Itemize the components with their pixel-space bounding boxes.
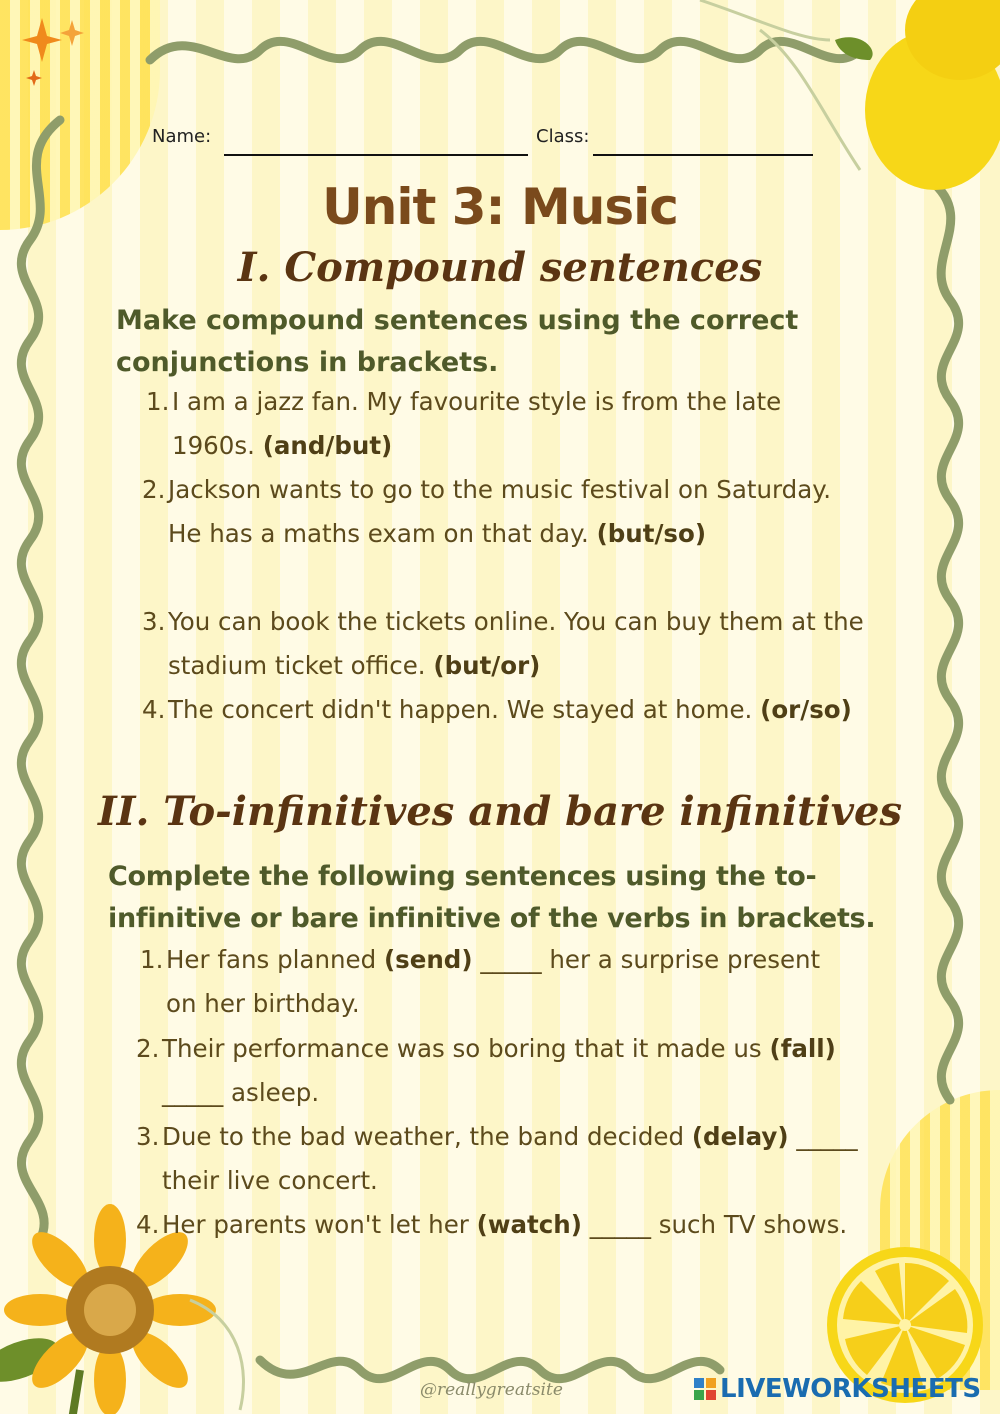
item-text: _____ her a surprise present on her birthday. <box>166 945 821 1018</box>
item-text: I am a jazz fan. My favourite style is from the late 1960s. <box>172 387 782 460</box>
item-number: 2. <box>136 1034 160 1063</box>
item-text: _____ asleep. <box>162 1078 320 1107</box>
item-text: Their performance was so boring that it made us <box>162 1034 762 1063</box>
list-item <box>146 380 866 468</box>
liveworksheets-logo[interactable] <box>694 1374 981 1404</box>
item-number: 1. <box>140 945 164 974</box>
item-number: 3. <box>142 607 166 636</box>
item-text: Due to the bad weather, the band decided <box>162 1122 685 1151</box>
item-text: _____ their live concert. <box>162 1122 858 1195</box>
item-verb: (send) <box>383 945 473 974</box>
item-text: The concert didn't happen. We stayed at home. <box>168 695 753 724</box>
section1-heading: I. Compound sentences <box>237 244 763 291</box>
loop-border-bottom <box>260 1360 720 1379</box>
list-item <box>136 1115 896 1203</box>
item-number: 4. <box>136 1210 160 1239</box>
list-item <box>140 938 840 1026</box>
name-label: Name: <box>152 126 212 147</box>
list-item <box>136 1203 856 1247</box>
class-label: Class: <box>536 126 590 147</box>
sparkle-icon <box>22 18 84 86</box>
item-hint: (and/but) <box>262 431 393 460</box>
item-text: Her fans planned <box>166 945 377 974</box>
item-text: You can book the tickets online. You can buy them at the stadium ticket office. <box>168 607 864 680</box>
item-number: 2. <box>142 475 166 504</box>
page-title: Unit 3: Music <box>322 178 678 236</box>
name-field-line[interactable] <box>224 154 528 156</box>
item-number: 4. <box>142 695 166 724</box>
item-verb: (watch) <box>476 1210 582 1239</box>
credit-text: @reallygreatsite <box>420 1380 563 1400</box>
item-number: 3. <box>136 1122 160 1151</box>
item-text: Jackson wants to go to the music festival on Saturday. He has a maths exam on that day. <box>168 475 832 548</box>
list-item <box>142 688 862 732</box>
brand-label: LIVEWORKSHEETS <box>720 1374 981 1404</box>
item-verb: (fall) <box>769 1034 836 1063</box>
item-hint: (but/or) <box>433 651 541 680</box>
item-hint: (but/so) <box>596 519 707 548</box>
item-text: _____ such TV shows. <box>589 1210 848 1239</box>
item-verb: (delay) <box>691 1122 789 1151</box>
section2-heading: II. To-infinitives and bare infinitives <box>98 788 902 835</box>
list-item <box>142 468 842 556</box>
loop-border-top <box>150 41 860 60</box>
item-hint: (or/so) <box>760 695 852 724</box>
list-item <box>142 600 882 688</box>
liveworksheets-icon <box>694 1378 716 1400</box>
class-field-line[interactable] <box>593 154 813 156</box>
item-text: Her parents won't let her <box>162 1210 469 1239</box>
loop-border-right <box>930 180 959 1100</box>
lemon-icon <box>700 0 1000 190</box>
section2-instruction: Complete the following sentences using the to-infinitive or bare infinitive of the verbs in brackets. <box>108 861 876 934</box>
item-number: 1. <box>146 387 170 416</box>
list-item <box>136 1027 866 1115</box>
section1-instruction: Make compound sentences using the correct conjunctions in brackets. <box>116 305 799 378</box>
